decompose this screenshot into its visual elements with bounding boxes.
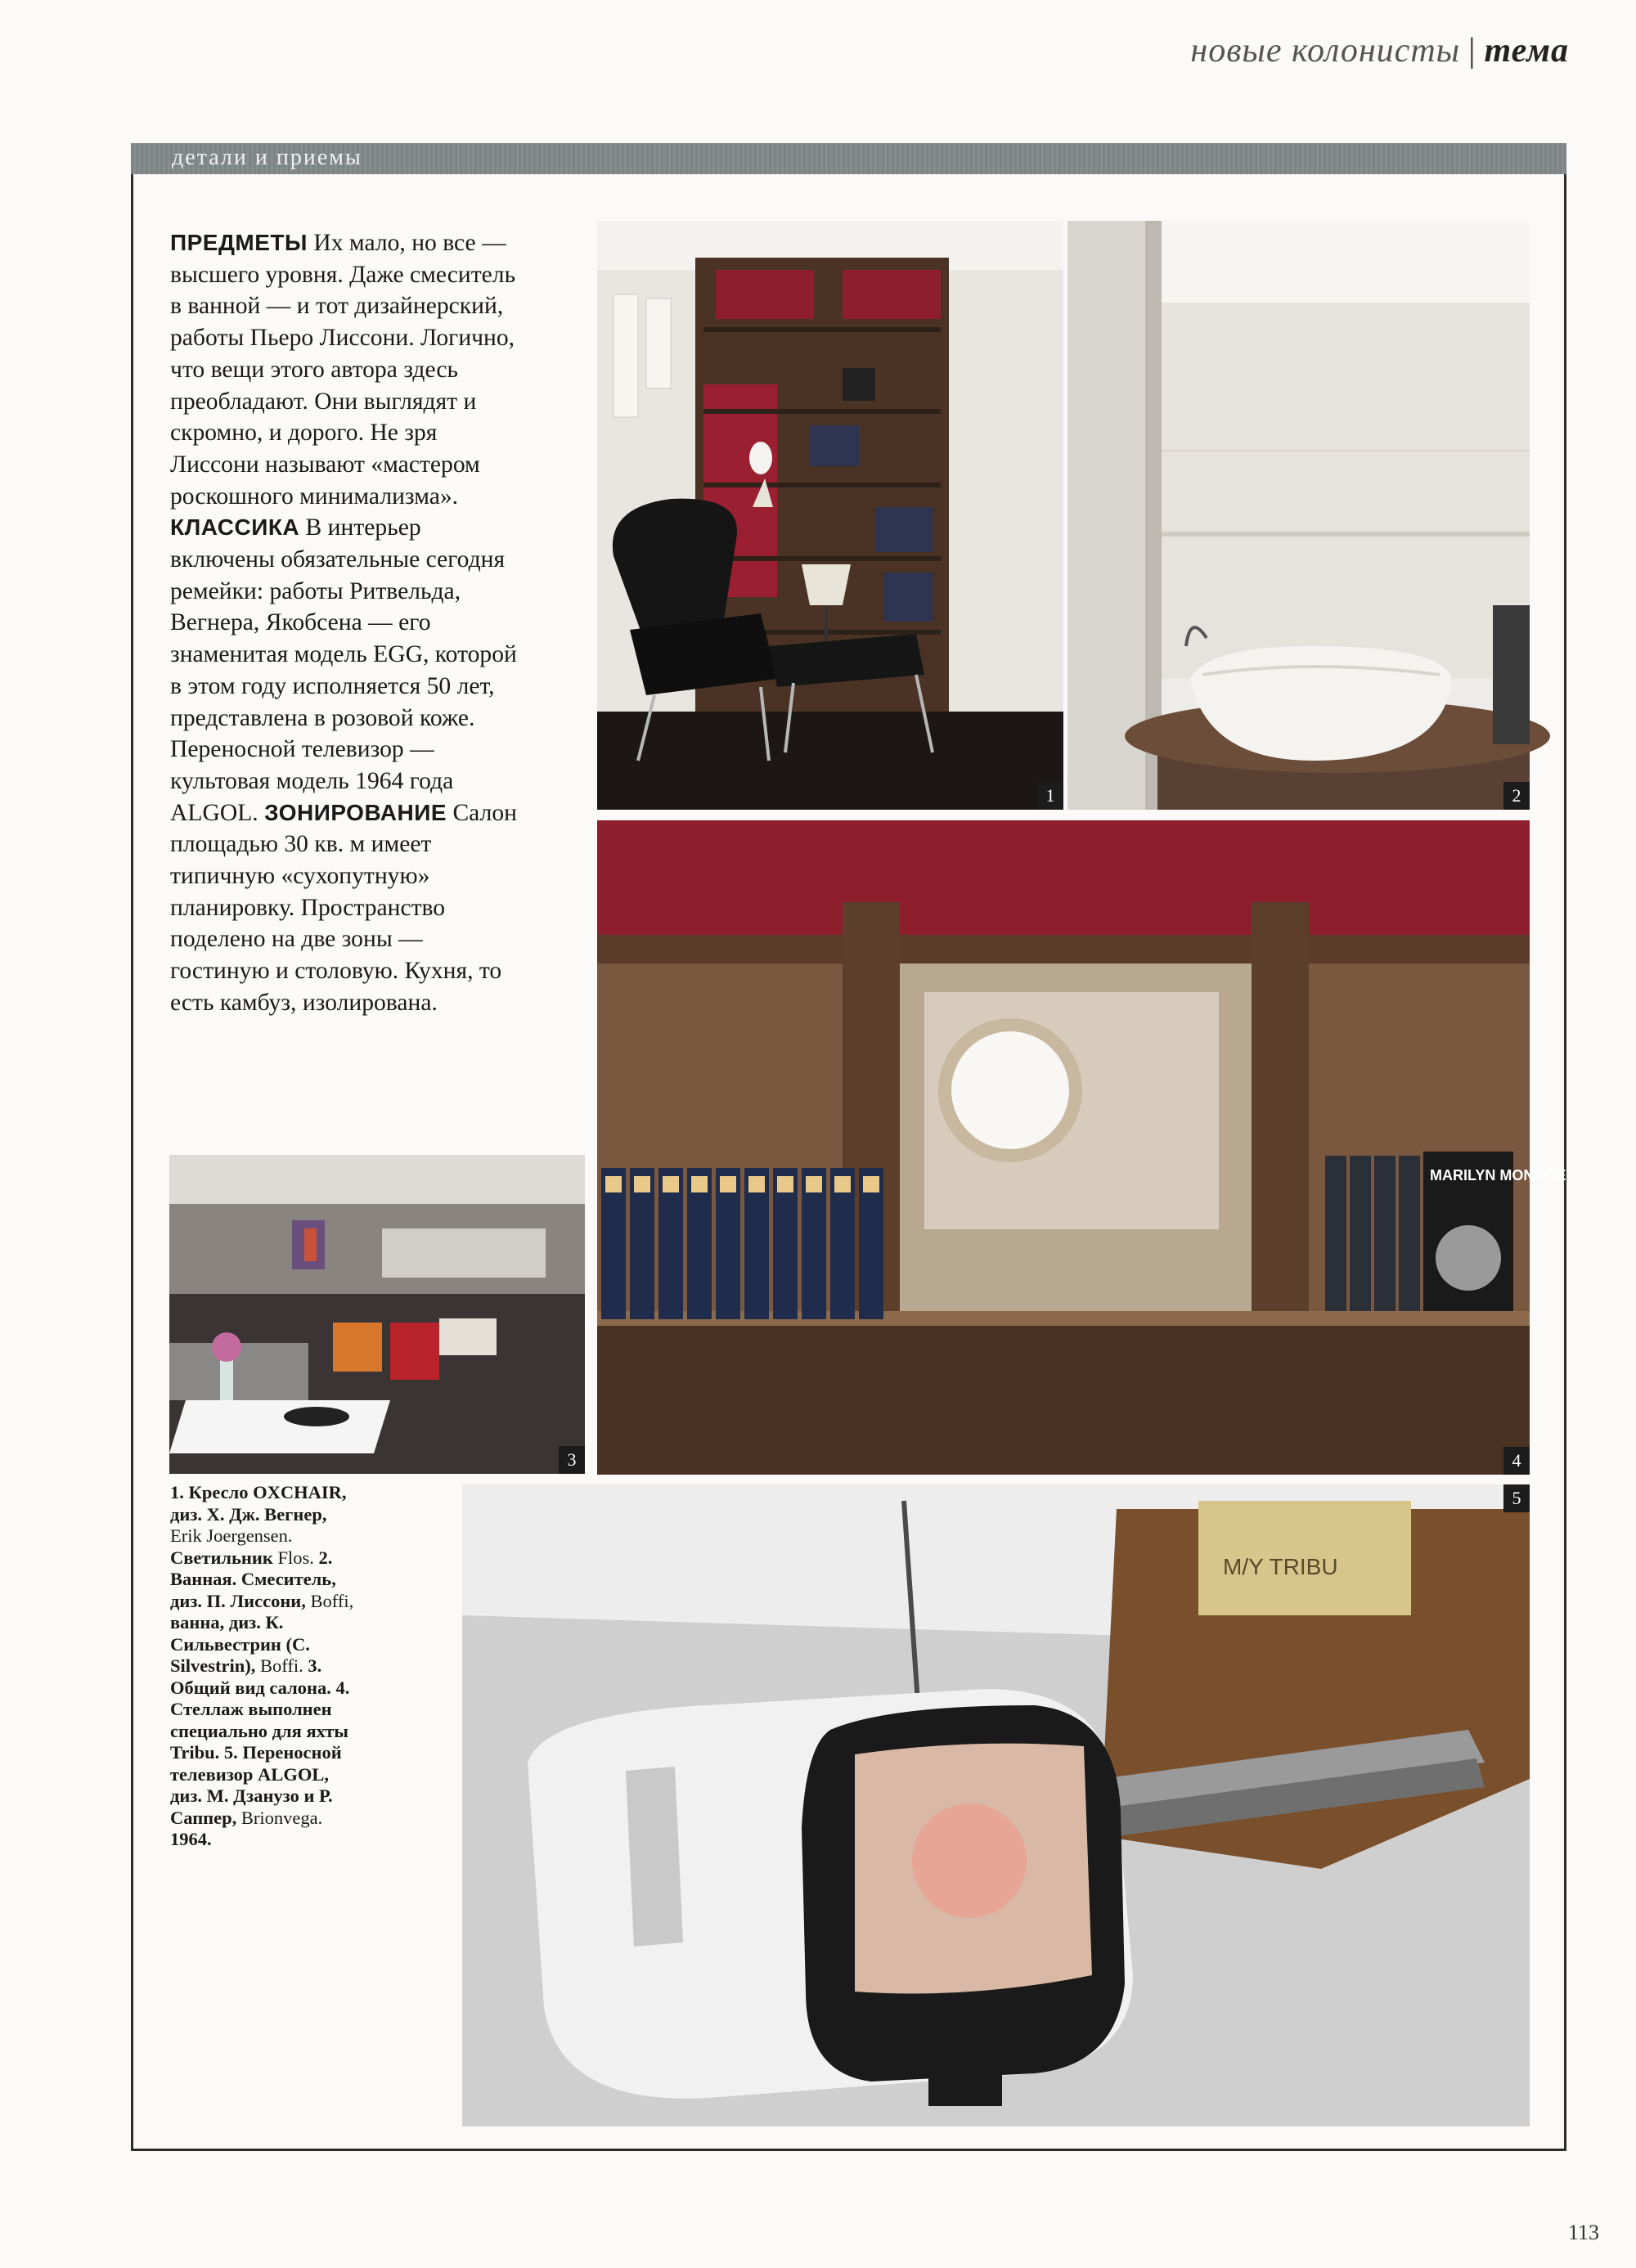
article-body <box>170 227 522 1019</box>
photo-3-illustration <box>169 1155 585 1474</box>
section-bar-label: детали и приемы <box>172 145 362 170</box>
running-head <box>1190 31 1569 70</box>
photo-3-salon <box>169 1155 585 1474</box>
header-separator: | <box>1468 32 1476 70</box>
heading-klassika: КЛАССИКА <box>170 514 300 541</box>
photo-5-algol-tv <box>462 1484 1530 2127</box>
photo-2-bathroom <box>1067 221 1530 810</box>
photo-number-5: 5 <box>1503 1484 1530 1512</box>
paragraph-zonirovanie: Салон площадью 30 кв. м имеет типичную «сухопутную» планировку. Пространство поделено на две зоны — гостиную и столовую. Кухня, то есть камбуз, изолирована. <box>170 799 517 1016</box>
topic-title: тема <box>1484 32 1569 70</box>
photo-number-4: 4 <box>1503 1447 1530 1475</box>
photo-number-2: 2 <box>1503 782 1530 810</box>
heading-predmety: ПРЕДМЕТЫ <box>170 230 308 255</box>
photo-4-illustration <box>597 820 1566 1475</box>
photo-2-illustration <box>1067 221 1530 810</box>
caption-c7b: 1964. <box>170 1829 212 1849</box>
photo-caption <box>170 1482 358 1851</box>
caption-c1: Erik Joergensen. <box>170 1525 293 1546</box>
caption-c6b: 5. Переносной телевизор ALGOL, диз. М. Дзанузо и Р. Саппер, <box>170 1742 342 1828</box>
book-title-label: MARILYN MONROE <box>1430 1167 1566 1183</box>
photo-number-1: 1 <box>1037 782 1063 810</box>
page-number: 113 <box>1567 2221 1599 2244</box>
photo-number-3: 3 <box>559 1446 585 1474</box>
photo-4-shelving <box>597 820 1566 1475</box>
paragraph-klassika: В интерьер включены обязательные сегодня ремейки: работы Ритвельда, Вегнера, Якобсена — его знаменитая модель EGG, которой в этом году исполняется 50 лет, представлена в розовой коже. Переносной телевизор — культовая модель 1964 года ALGOL. <box>170 514 517 826</box>
heading-zonirovanie: ЗОНИРОВАНИЕ <box>264 799 447 825</box>
caption-c4: Boffi. <box>255 1655 303 1676</box>
caption-c4b: ванна, диз. К. Сильвестрин (C. Silvestrin), <box>170 1612 310 1676</box>
caption-c1b: 1. Кресло OXCHAIR, диз. Х. Дж. Вегнер, <box>170 1482 347 1525</box>
photo-1-study <box>597 221 1063 810</box>
photo-1-illustration <box>597 221 1063 810</box>
photo-5-illustration <box>462 1484 1530 2127</box>
section-title: новые колонисты <box>1190 32 1461 70</box>
plaque-label: M/Y TRIBU <box>1223 1554 1338 1579</box>
section-bar <box>131 143 1566 174</box>
caption-c5b: 3. Общий вид салона. 4. Стеллаж выполнен специально для яхты Tribu. <box>170 1655 350 1763</box>
caption-c6: Brionvega. <box>236 1807 323 1828</box>
caption-c3: Boffi, <box>305 1590 354 1611</box>
paragraph-predmety: Их мало, но все — высшего уровня. Даже смеситель в ванной — и тот дизайнерский, работы Пьеро Лиссони. Логично, что вещи этого автора здесь преобладают. Они выглядят и скромно, и дорого. Не зря Лиссони называют «мастером роскошного минимализма». <box>170 230 516 510</box>
caption-c2b: Светильник <box>170 1547 273 1568</box>
caption-c3b: 2. Ванная. Смеситель, диз. П. Лиссони, <box>170 1547 336 1611</box>
caption-c2: Flos. <box>272 1547 314 1568</box>
